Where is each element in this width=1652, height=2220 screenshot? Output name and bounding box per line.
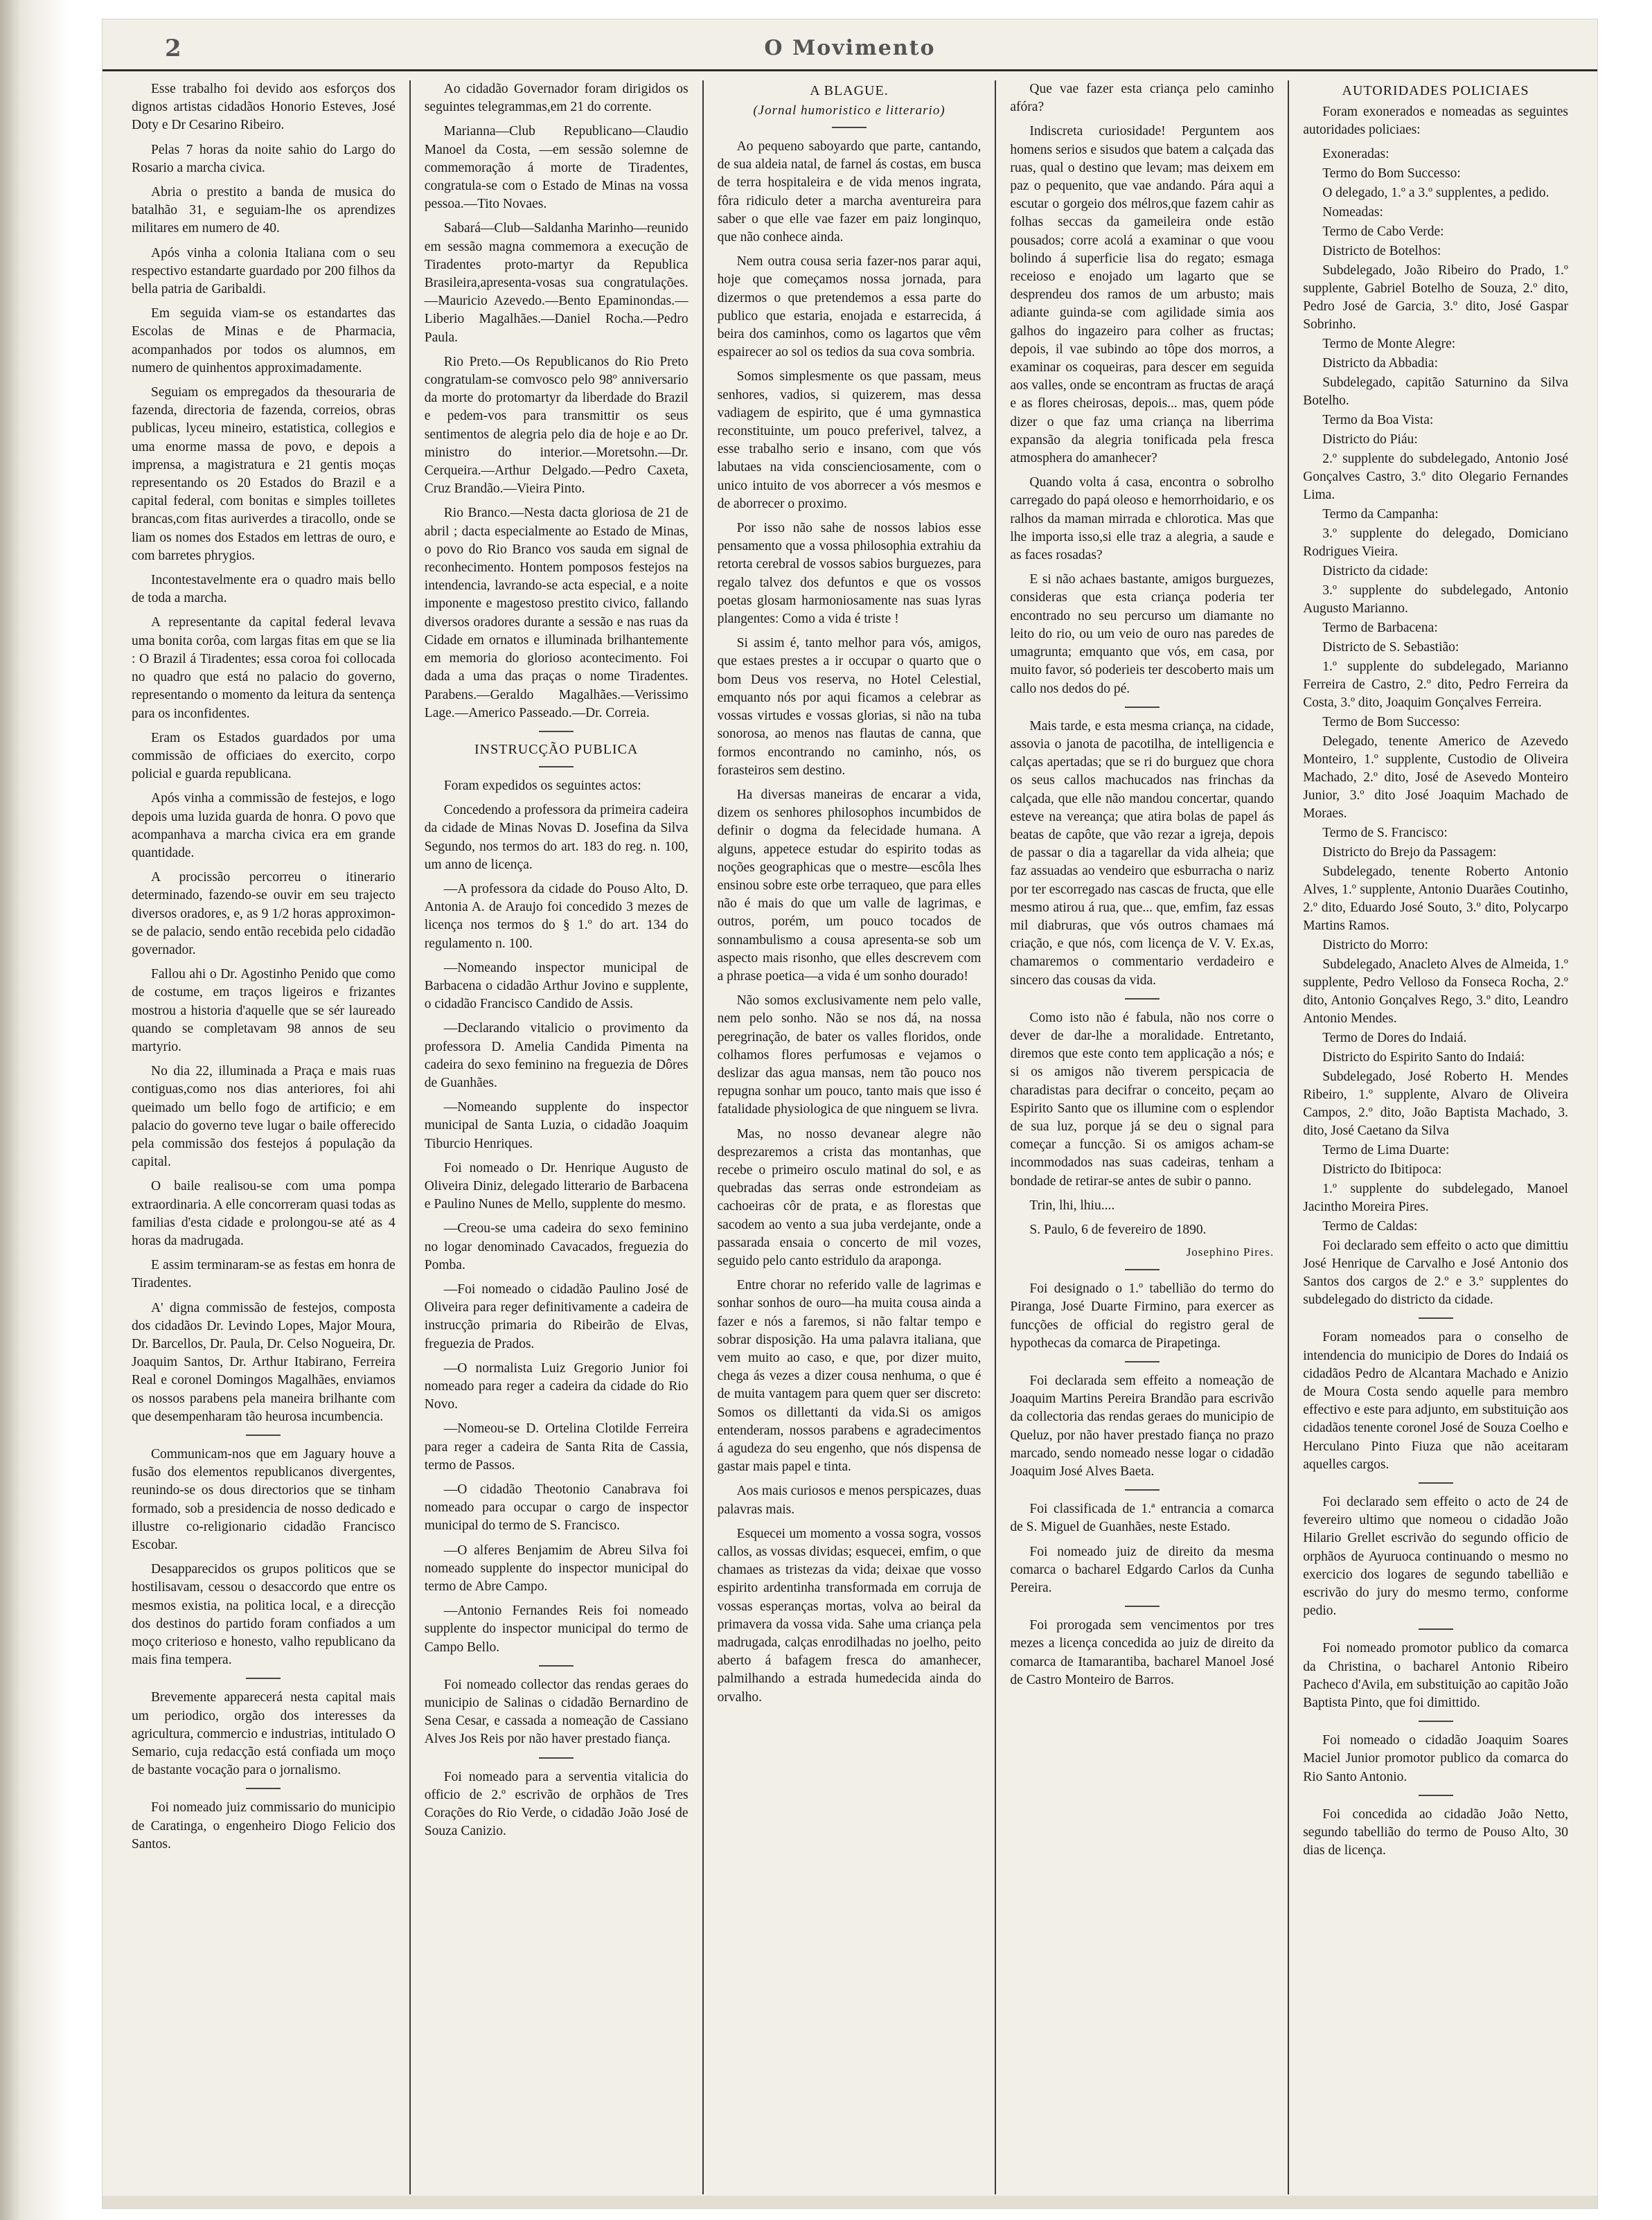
paragraph: —Foi nomeado o cidadão Paulino José de Oliveira para reger definitivamente a cadeira de instrucção primaria do Ribeirão de Elvas, freguezia de Prados.	[424, 1281, 689, 1351]
article-christina	[1303, 1640, 1568, 1712]
paragraph: Trin, lhi, lhiu....	[1029, 1198, 1115, 1213]
section-heading-autoridades: AUTORIDADES POLICIAES	[1342, 83, 1529, 98]
paragraph: Foi concedida ao cidadão João Netto, segundo tabellião do termo de Pouso Alto, 30 dias de licença.	[1303, 1806, 1568, 1858]
paragraph: Indiscreta curiosidade! Perguntem aos homens serios e sisudos que batem a calçada das ruas, qual o destino que levam; mas deixem em paz o pequenito, que vae andando. Pára aqui a escutar o gorgeio dos mélros,que fazem cahir as folhas seccas da gameileira onde estão pousados; corre acolá a examinar o que voou bolindo á superficie lisa do regato; esmaga receioso e enojado um lagarto que se desprendeu dos ramos de um arbusto; mais adiante guinda-se com agilidade simia aos galhos do ingazeiro para colher as fructas; depois, il vae subindo ao tôpe dos morros, a examinar os coqueiras, para descer em seguida aos valles, onde se encontram as fructas de araçá e as flores cheirosas, depois... mas, quem póde dizer o que faz uma criança na liberrima expansão da alegria tonificada pela fresca atmosphera do amanhecer?	[1010, 124, 1274, 466]
section-divider	[246, 1678, 281, 1679]
paragraph: A' digna commissão de festejos, composta dos cidadãos Dr. Levindo Lopes, Major Moura, Dr. Barcellos, Dr. Paula, Dr. Celso Nogueira, Dr. Joaquim Santos, Dr. Arthur Itabirano, Ferreira Real e coronel Domingos Magalhães, enviamos os nossos parabens pela maneira brilhante com que desempenharam tão heurosa incumbencia.	[132, 1300, 396, 1424]
paragraph: —O normalista Luiz Gregorio Junior foi nomeado para reger a cadeira da cidade do Rio Novo.	[424, 1360, 689, 1412]
list-line: Termo da Boa Vista:	[1322, 413, 1434, 428]
paragraph: Fallou ahi o Dr. Agostinho Penido que como de costume, em traços ligeiros e frizantes mostrou a historia d'aquelle que se sér laureado quando se completavam 98 annos de seu martyrio.	[132, 967, 396, 1054]
paragraph: Foram exonerados e nomeadas as seguintes autoridades policiaes:	[1303, 105, 1568, 138]
article-new-periodical	[132, 1689, 396, 1779]
paragraph: Quando volta á casa, encontra o sobrolho carregado do papá oleoso e hemorrhoidario, e os ralhos da maman mirrada e chlorotica. Mas que lhe importa isso,si elle traz a alegria, a saude e as faces rosadas?	[1010, 475, 1274, 563]
page-bottom-edge	[103, 2196, 1597, 2208]
article-queluz	[1010, 1372, 1274, 1481]
paragraph: Foi nomeado o Dr. Henrique Augusto de Oliveira Diniz, delegado litterario de Barbacena e Paulino Nunes de Mello, supplente do mesmo.	[424, 1160, 689, 1212]
paragraph: Mas, no nosso devanear alegre não desprezaremos a crista das montanhas, que recebe o primeiro osculo matinal do sol, e as quebradas das serras onde estrondeiam as cachoeiras côr de prata, e as florestas que sacodem ao vento a sua juba verdejante, onde a passarada ensaia o concerto de mil vozes, seguido pelo canto estridulo da araponga.	[717, 1126, 982, 1268]
article-tiradentes-festivities	[132, 80, 396, 1426]
columns	[118, 80, 1582, 2194]
newspaper-page	[103, 19, 1597, 2208]
section-divider	[1419, 1795, 1453, 1796]
paragraph: Foi designado o 1.º tabellião do termo do Piranga, José Duarte Firmino, para exercer as funcções de official do registro geral de hypothecas da comarca de Pirapetinga.	[1010, 1281, 1274, 1351]
list-line: Subdelegado, João Ribeiro do Prado, 1.º supplente, Gabriel Botelho de Souza, 2.º dito, Pedro José de Garcia, 3.º dito, José Gaspar Sobrinho.	[1303, 263, 1568, 332]
list-line: Exoneradas:	[1322, 147, 1389, 162]
paragraph: A procissão percorreu o itinerario determinado, fazendo-se ouvir em seu trajecto diversos oradores, e, as 9 1/2 horas approximon-se de palacio, sendo então recebida pelo cidadão governador.	[132, 870, 396, 957]
paragraph: Foram nomeados para o conselho de intendencia do municipio de Dores do Indaiá os cidadãos Pedro de Alcantara Machado e Anizio de Moura Costa sendo aquelle para membro effectivo e este para adjunto, em substituição aos cidadãos tenente coronel José de Souza Coelho e Herculano Pinto Fiuza que não aceitaram aquelles cargos.	[1303, 1330, 1568, 1472]
article-rio-santo-antonio	[1303, 1732, 1568, 1786]
list-line: Districto do Espirito Santo do Indaiá:	[1322, 1050, 1525, 1065]
paragraph: Aos mais curiosos e menos perspicazes, duas palavras mais.	[717, 1484, 982, 1517]
paragraph: Foram expedidos os seguintes actos:	[443, 778, 641, 793]
paragraph: Eram os Estados guardados por uma commissão de officiaes do exercito, corpo policial e guarda republicana.	[132, 730, 396, 782]
paragraph: Após vinha a commissão de festejos, e logo depois uma luzida guarda de honra. O povo que acompanhava a marcha civica era em grande quantidade.	[132, 791, 396, 860]
paragraph: Nem outra cousa seria fazer-nos parar aqui, hoje que começamos nossa jornada, para dizermos o que pretendemos a essa parte do publico que estaria, enojada e estarrecida, á beira dos caminhos, como os lagartos que vêm espairecer ao sol os tedios da sua cova sombria.	[717, 254, 982, 360]
list-line: Districto do Morro:	[1322, 938, 1428, 953]
paragraph: Como isto não é fabula, não nos corre o dever de dar-lhe a moralidade. Entretanto, diremos que este conto tem applicação a nós; e si os amigos não tiverem perspicacia de charadistas para decifrar o conceito, peçam ao Espirito Santo que os illumine com o esplendor de sua luz, porque já se deu o signal para começar a funcção. Si os amigos acham-se incommodados nas suas cadeiras, tenham a bondade de retirar-se antes de subir o panno.	[1010, 1010, 1274, 1189]
section-divider	[539, 1665, 574, 1667]
paragraph: Si assim é, tanto melhor para vós, amigos, que estaes prestes a ir occupar o quarto que o bom Deus vos reserva, no Hotel Celestial, emquanto nós por aqui ficamos a celebrar as vossas virtudes e vossas glorias, si não na tuba sonorosa, ao menos nas flautas de canna, que formos encontrando no caminho, nós, os forasteiros sem destino.	[717, 636, 982, 778]
column-5	[1289, 80, 1582, 2194]
paragraph: Seguiam os empregados da thesouraria de fazenda, directoria de fazenda, correios, obras publicas, lyceu mineiro, estatistica, collegios e uma enorme massa de povo, e depois a imprensa, a magistratura e 21 gentis moças representando os 20 Estados do Brazil e a capital federal, com bonitas e simples toilletes brancas,com fitas auriverdes a tiracollo, onde se liam os nomes dos Estados em lettras de ouro, e com barretes phrygios.	[132, 385, 396, 563]
section-divider	[246, 1788, 281, 1789]
paragraph: Foi nomeado promotor publico da comarca da Christina, o bacharel Antonio Ribeiro Pacheco d'Avila, em substituição ao capitão João Baptista Pinto, que foi dimittido.	[1303, 1641, 1568, 1711]
column-3	[704, 80, 997, 2194]
paragraph: Ha diversas maneiras de encarar a vida, dizem os senhores philosophos incumbidos de definir o dogma da felecidade humana. A alguns, appetece estudar do espirito todas as noções geographicas que o mestre—escôla lhes ensinou sobre este orbe terraqueo, que para elles não é mais do que um valle de lagrimas, e outros, porém, um pouco tocados de sonnambulismo a cousa apresenta-se sob um aspecto mais risonho, que elles descrevem com a phrase poetica—a vida é um sonho dourado!	[717, 787, 982, 984]
section-divider	[1125, 707, 1160, 708]
paragraph: O baile realisou-se com uma pompa extraordinaria. A elle concorreram quasi todas as familias d'esta cidade e prolongou-se até as 4 horas da madrugada.	[132, 1179, 396, 1248]
section-divider	[246, 1435, 281, 1436]
article-blague-conclusion	[1010, 1009, 1274, 1215]
masthead	[103, 35, 1597, 71]
article-tres-coracoes	[425, 1768, 689, 1841]
article-date: S. Paulo, 6 de fevereiro de 1890.	[1029, 1222, 1207, 1237]
newspaper-title: O Movimento	[764, 36, 936, 60]
section-divider	[1419, 1721, 1453, 1722]
paragraph: —O alferes Benjamim de Abreu Silva foi nomeado supplente do inspector municipal do termo de Abre Campo.	[424, 1543, 689, 1595]
paragraph: Foi nomeado o cidadão Joaquim Soares Maciel Junior promotor publico da comarca do Rio Santo Antonio.	[1303, 1733, 1568, 1784]
list-line: Termo de Dores do Indaiá.	[1322, 1031, 1467, 1046]
section-divider	[1125, 1606, 1160, 1607]
paragraph: Concedendo a professora da primeira cadeira da cidade de Minas Novas D. Josefina da Silva Segundo, nos termos do art. 183 do reg. n. 100, um anno de licença.	[424, 803, 689, 872]
section-divider	[1125, 1269, 1160, 1270]
paragraph: Foi nomeado para a serventia vitalicia do officio de 2.º escrivão de orphãos de Tres Corações do Rio Verde, o cidadão João José de Souza Canizio.	[424, 1769, 689, 1839]
section-divider	[1125, 998, 1160, 1000]
article-ayuruoca	[1303, 1493, 1568, 1620]
paragraph: Communicam-nos que em Jaguary houve a fusão dos elementos republicanos divergentes, reunindo-se os dous directorios que se tinham formado, sob a presidencia de nosso dedicado e illustre co-religionario cidadão Francisco Escobar.	[132, 1447, 396, 1553]
section-divider	[1419, 1628, 1453, 1630]
section-divider	[1419, 1482, 1453, 1484]
paragraph: Esquecei um momento a vossa sogra, vossos callos, as vossas dividas; esquecei, emfim, o que chamaes as tristezas da vida; deixae que vosso espirito ardentinha transformada em corruja de vossas esperanças mortas, volva ao beiral da primavera da vossa vida. Sahe uma criança pela madrugada, calças enrodilhadas no joelho, peito aberto á bafagem fresca do amanhecer, palmilhando a estrada humedecida ainda do orvalho.	[717, 1526, 982, 1705]
paragraph: A representante da capital federal levava uma bonita corôa, com largas fitas em que se lia : O Brazil á Tiradentes; essa coroa foi collocada no quadro que está no palacio do governo, representando o momento da leitura da sentença para os inconfidentes.	[132, 615, 396, 721]
list-line: 1.º supplente do subdelegado, Manoel Jacintho Moreira Pires.	[1303, 1182, 1568, 1215]
list-line: Districto de S. Sebastião:	[1322, 640, 1459, 655]
section-heading-instruccao: INSTRUCÇÃO PUBLICA	[474, 741, 639, 757]
paragraph: Em seguida viam-se os estandartes das Escolas de Minas e de Pharmacia, acompanhados por todos os alumnos, em numero de quinhentos approximadamente.	[132, 306, 396, 375]
paragraph: —Antonio Fernandes Reis foi nomeado supplente do inspector municipal do termo de Campo Bello.	[424, 1604, 689, 1655]
list-line: Districto do Piáu:	[1322, 432, 1418, 447]
paragraph: Esse trabalho foi devido aos esforços dos dignos artistas cidadãos Honorio Esteves, José Doty e Dr Cesarino Ribeiro.	[132, 82, 396, 133]
list-line: Termo de Barbacena:	[1322, 621, 1438, 636]
article-dores-indaia	[1303, 1329, 1568, 1474]
section-subheading-blague: (Jornal humoristico e litterario)	[753, 103, 945, 118]
paragraph: Foi classificada de 1.ª entrancia a comarca de S. Miguel de Guanhães, neste Estado.	[1010, 1502, 1274, 1535]
article-public-instruction	[425, 777, 689, 1657]
section-divider	[539, 766, 574, 767]
list-line: Termo de Monte Alegre:	[1322, 337, 1456, 352]
article-police-list	[1303, 145, 1568, 1309]
paragraph: Foi nomeado collector das rendas geraes do municipio de Salinas o cidadão Bernardino de Sena Cesar, e cassada a nomeação de Cassiano Alves Jos Reis por não haver prestado fiança.	[424, 1677, 689, 1747]
paragraph: Ao cidadão Governador foram dirigidos os seguintes telegrammas,em 21 do corrente.	[424, 82, 689, 115]
list-line: Districto da cidade:	[1322, 564, 1428, 579]
paragraph: Incontestavelmente era o quadro mais bello de toda a marcha.	[132, 573, 396, 606]
paragraph: —Declarando vitalicio o provimento da professora D. Amelia Candida Pimenta na cadeira do sexo feminino na freguezia de Dôres de Guanhães.	[424, 1021, 689, 1090]
list-line: Subdelegado, Anacleto Alves de Almeida, 1.º supplente, Pedro Velloso da Fonseca Rocha, 2.º dito, Antonio Gonçalves Rego, 3.º dito, Leandro Antonio Mendes.	[1303, 957, 1568, 1027]
page-number: 2	[165, 35, 181, 62]
section-heading-blague: A BLAGUE.	[810, 83, 889, 98]
list-line: Districto do Brejo da Passagem:	[1322, 845, 1497, 860]
article-guanhaes	[1010, 1500, 1274, 1597]
article-caratinga-appointment	[132, 1799, 396, 1854]
article-blague-continued	[1010, 80, 1274, 698]
paragraph: Brevemente apparecerá nesta capital mais um periodico, orgão dos interesses da agricultura, commercio e industrias, intitulado O Semario, cuja redacção está confiada um moço de bastante vocação para o jornalismo.	[132, 1690, 396, 1778]
paragraph: Foi declarado sem effeito o acto de 24 de fevereiro ultimo que nomeou o cidadão João Hilario Grellet escrivão do segundo officio de orphãos de Ayuruoca continuando o mesmo no exercicio dos logares de segundo tabellião e escrivão do jury do mesmo termo, conforme pedio.	[1303, 1495, 1568, 1619]
section-divider	[1125, 1361, 1160, 1362]
section-divider	[1125, 1489, 1160, 1491]
list-line: Delegado, tenente Americo de Azevedo Monteiro, 1.º supplente, Custodio de Oliveira Machado, 2.º dito, José de Asevedo Monteiro Junior, 3.º dito José Joaquim Machado de Moraes.	[1303, 734, 1568, 822]
paragraph: —A professora da cidade do Pouso Alto, D. Antonia A. de Araujo foi concedido 3 mezes de licença nos termos do § 1.º do art. 134 do regulamento n. 100.	[424, 881, 689, 951]
paragraph: Foi declarada sem effeito a nomeação de Joaquim Martins Pereira Brandão para escrivão da collectoria das rendas geraes do municipio de Queluz, por não haver prestado fiança no prazo marcado, sendo nomeado nesse logar o cidadão Joaquim José Alves Baeta.	[1010, 1374, 1274, 1480]
list-line: Termo da Campanha:	[1322, 507, 1439, 522]
paragraph: Foi prorogada sem vencimentos por tres mezes a licença concedida ao juiz de direito da comarca de Itamarantiba, bacharel Manoel José de Castro Monteiro de Barros.	[1010, 1618, 1274, 1687]
paragraph: Por isso não sahe de nossos labios esse pensamento que a vossa philosophia extrahiu da retorta cerebral de vossos sabios burguezes, para regalo talvez dos defuntos e que os vossos poetas glosam harmoniosamente nas suas lyras plangentes: Como a vida é triste !	[717, 521, 982, 627]
paragraph: Pelas 7 horas da noite sahio do Largo do Rosario a marcha civica.	[132, 142, 396, 175]
paragraph: Entre chorar no referido valle de lagrimas e sonhar sonhos de ouro—ha muita cousa ainda a fazer e nós a faremos, si não faltar tempo e sobrar disposição. Ha uma palavra italiana, que vem muito ao caso, e que, por dizer muito, chega ás vezes a dizer cousa nenhuma, o que é de muita vantagem para quem quer ser discreto: Somos os dillettanti da vida.Si os amigos entenderam, nossos parabens e agradecimentos á agudeza do seu engenho, que nós dispensa de gastar mais papel e tinta.	[717, 1278, 982, 1475]
list-line: Subdelegado, tenente Roberto Antonio Alves, 1.º supplente, Antonio Duarães Coutinho, 2.º dito, Eduardo José Souto, 3.º dito, Polycarpo Martins Ramos.	[1303, 864, 1568, 934]
paragraph: Rio Preto.—Os Republicanos do Rio Preto congratulam-se comvosco pelo 98º anniversario da morte do protomartyr da liberdade do Brazil e pedem-vos para transmittir os seus sentimentos de alegria pelo dia de hoje e ao Dr. ministro do interior.—Moretsohn.—Dr. Cerqueira.—Arthur Delgado.—Pedro Caxeta, Cruz Brandão.—Vieira Pinto.	[424, 354, 689, 497]
paragraph: Rio Branco.—Nesta dacta gloriosa de 21 de abril ; dacta especialmente ao Estado de Minas, o povo do Rio Branco vos sauda em signal de reconhecimento. Hontem pomposos festejos na intendencia, lavrando-se acta especial, e a noite imponente e magestoso prestito civico, fallando diversos oradores durante a sessão e nas ruas da Cidade em ornatos e illuminada brilhantemente em memoria do glorioso acontecimento. Foi dada a uma das praças o nome Tiradentes. Parabens.—Geraldo Magalhães.—Verissimo Lage.—Americo Passeado.—Dr. Correia.	[424, 506, 689, 720]
paragraph: Não somos exclusivamente nem pelo valle, nem pelo sonho. Não se nos dá, na nossa peregrinação, de bater os valles floridos, onde colhamos flores perfumosas e vejamos o deslizar das agua mansas, nem tão pouco nos repugna sonhar um pouco, tanto mais que isso é fatalidade physiologica de que ninguem se livra.	[717, 993, 982, 1117]
paragraph: Que vae fazer esta criança pelo caminho afóra?	[1010, 82, 1274, 115]
paragraph: E assim terminaram-se as festas em honra de Tiradentes.	[132, 1258, 396, 1291]
section-divider	[832, 127, 867, 128]
list-line: Termo do Bom Successo:	[1322, 166, 1461, 181]
paragraph: Foi nomeado juiz de direito da mesma comarca o bacharel Edgardo Carlos da Cunha Pereira.	[1010, 1544, 1274, 1596]
section-divider	[539, 1757, 574, 1759]
list-line: Districto do Ibitipoca:	[1322, 1162, 1442, 1178]
paragraph: —O cidadão Theotonio Canabrava foi nomeado para occupar o cargo de inspector municipal do termo de S. Francisco.	[424, 1482, 689, 1534]
list-line: Foi declarado sem effeito o acto que dimittiu José Henrique de Carvalho e José Antonio dos Santos dos cargos de 2.º e 3.º supplentes do subdelegado do districto da cidade.	[1303, 1238, 1568, 1308]
list-line: Termo de Caldas:	[1322, 1219, 1418, 1234]
column-4	[996, 80, 1289, 2194]
list-line: Districto da Abbadia:	[1322, 356, 1438, 371]
paragraph: Mais tarde, e esta mesma criança, na cidade, assovia o janota de pacotilha, de intelligencia e calças apertadas; que se ri do burguez que chora os seus callos machucados nas frinchas da calçada, que elle não mandou concertar, quando esteve na vereança; que atira bolas de papel ás beatas de capôte, que vão rezar a igreja, depois de passar o dia a tagarellar da vida alheia; que faz assuadas ao vendeiro que esburracha o nariz por ter escorregado nas cascas de fructa, que elle mesmo atirou á rua, que... que, emfim, faz essas mil diabruras, que vós outros chamaes má criação, e que nós, com licença de V. V. Ex.as, chamaremos o commentario verdadeiro e sincero das cousas da vida.	[1010, 718, 1274, 988]
article-signature: Josephino Pires.	[1186, 1245, 1274, 1259]
article-salinas-collector	[425, 1676, 689, 1749]
article-telegrams	[425, 80, 689, 722]
column-1	[118, 80, 411, 2194]
list-line: Termo de S. Francisco:	[1322, 826, 1448, 841]
paragraph: Ao pequeno saboyardo que parte, cantando, de sua aldeia natal, de farnel ás costas, em busca de terra hospitaleira e de vida menos ingrata, fôra ridiculo deter a marcha aventureira para saber o que elle vae fazer em paiz longinquo, que não conhece ainda.	[717, 139, 982, 245]
article-pouso-alto	[1303, 1806, 1568, 1861]
article-blague	[718, 138, 982, 1707]
list-line: Nomeadas:	[1322, 205, 1383, 220]
paragraph: Após vinha a colonia Italiana com o seu respectivo estandarte guardado por 200 filhos da bella patria de Garibaldi.	[132, 245, 396, 297]
section-divider	[539, 731, 574, 732]
column-2	[411, 80, 704, 2194]
article-blague-continued-2	[1010, 718, 1274, 990]
list-line: 3.º supplente do delegado, Domiciano Rodrigues Vieira.	[1303, 526, 1568, 560]
list-line: Districto de Botelhos:	[1322, 244, 1441, 259]
paragraph: Marianna—Club Republicano—Claudio Manoel da Costa, —em sessão solemne de commemoração á morte de Tiradentes, congratula-se com o Estado de Minas na vossa pessoa.—Tito Novaes.	[424, 124, 689, 212]
scan-left-margin	[0, 0, 103, 2220]
paragraph: Somos simplesmente os que passam, meus senhores, vadios, si quizerem, mas dessa vadiagem de espirito, que é uma gymnastica reconstituinte, um pouco preferivel, talvez, a esse trabalho serio e insano, com que vós labutaes na vida conscienciosamente, com o unico intuito de vos aborrecer a vós mesmos e de aborrecer o proximo.	[717, 369, 982, 511]
paragraph: —Nomeando supplente do inspector municipal de Santa Luzia, o cidadão Joaquim Tiburcio Henriques.	[424, 1100, 689, 1151]
list-line: Termo de Cabo Verde:	[1322, 224, 1444, 240]
list-line: Subdelegado, capitão Saturnino da Silva Botelho.	[1303, 375, 1568, 409]
section-divider	[1419, 1317, 1453, 1319]
article-piranga	[1010, 1280, 1274, 1353]
paragraph: —Nomeando inspector municipal de Barbacena o cidadão Arthur Jovino e supplente, o cidadão Francisco Candido de Assis.	[424, 960, 689, 1012]
paragraph: Abria o prestito a banda de musica do batalhão 31, e seguiam-lhe os aprendizes militares em numero de 40.	[132, 185, 396, 236]
paragraph: Sabará—Club—Saldanha Marinho—reunido em sessão magna commemora a execução de Tiradentes proto-martyr da Republica Brasileira,apresenta-vosas sua congratulações.—Mauricio Azevedo.—Bento Epaminondas.—Liberio Magalhães.—Daniel Rocha.—Pedro Paula.	[424, 221, 689, 345]
list-line: O delegado, 1.º a 3.º supplentes, a pedido.	[1322, 186, 1549, 201]
article-itamarantiba	[1010, 1617, 1274, 1689]
paragraph: Foi nomeado juiz commissario do municipio de Caratinga, o engenheiro Diogo Felicio dos Santos.	[132, 1800, 396, 1852]
paragraph: —Creou-se uma cadeira do sexo feminino no logar denominado Cavacados, freguezia do Pomba.	[424, 1221, 689, 1272]
list-line: Termo de Lima Duarte:	[1322, 1143, 1450, 1158]
list-line: Termo de Bom Successo:	[1322, 715, 1460, 730]
paragraph: —Nomeou-se D. Ortelina Clotilde Ferreira para reger a cadeira de Santa Rita de Cassia, termo de Passos.	[424, 1421, 689, 1473]
paragraph: Desapparecidos os grupos politicos que se hostilisavam, cessou o desaccordo que entre os mesmos existia, na politica local, e a direcção dos destinos do partido foram confiados a um moço criterioso e honesto, valho republicano da mais fina tempera.	[132, 1562, 396, 1668]
list-line: Subdelegado, José Roberto H. Mendes Ribeiro, 1.º supplente, Alvaro de Oliveira Campos, 2.º dito, João Baptista Machado, 3. dito, José Caetano da Silva	[1303, 1069, 1568, 1139]
list-line: 3.º supplente do subdelegado, Antonio Augusto Marianno.	[1303, 583, 1568, 616]
paragraph: No dia 22, illuminada a Praça e mais ruas contiguas,como nos dias anteriores, foi ahi queimado um bello fogo de artificio; e em palacio do governo teve lugar o baile offerecido pela commissão dos festejos á população da capital.	[132, 1064, 396, 1170]
article-police-intro	[1303, 103, 1568, 139]
list-line: 2.º supplente do subdelegado, Antonio José Gonçalves Castro, 3.º dito Olegario Fernandes Lima.	[1303, 452, 1568, 503]
paragraph: E si não achaes bastante, amigos burguezes, consideras que esta criança poderia ter encontrado no seu percurso um diamante no leito do rio, ou um veio de ouro nas paredes de umagrunta; emquanto que vós, em casa, por muito favor, só poderieis ter descoberto mais um callo nos dedos do pé.	[1010, 572, 1274, 696]
list-line: 1.º supplente do subdelegado, Marianno Ferreira de Castro, 2.º dito, Pedro Ferreira da Costa, 3.º dito, Joaquim Gonçalves Ferreira.	[1303, 659, 1568, 711]
article-jaguary-fusion	[132, 1446, 396, 1669]
